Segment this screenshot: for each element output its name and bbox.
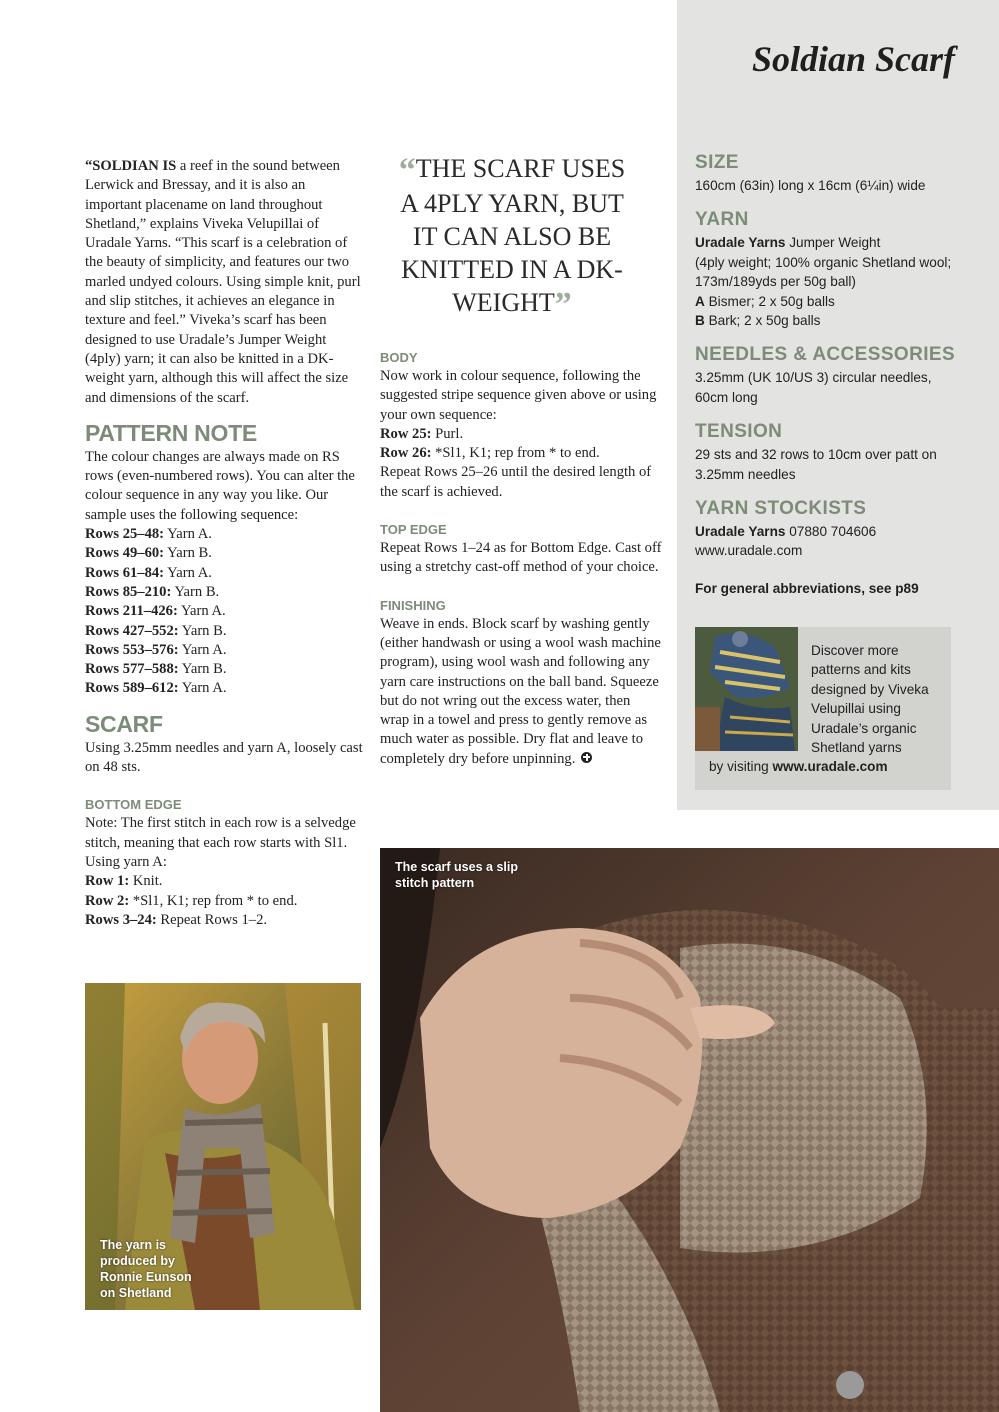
tension-text: 29 sts and 32 rows to 10cm over patt on 3.25mm needles	[695, 447, 937, 482]
pattern-note-heading: PATTERN NOTE	[85, 419, 257, 446]
stockist-name: Uradale Yarns	[695, 524, 786, 540]
sequence-row: Rows 553–576: Yarn A.	[85, 641, 227, 658]
sequence-row: Rows 211–426: Yarn A.	[85, 603, 226, 620]
sequence-list	[85, 525, 363, 699]
finishing-text: Weave in ends. Block scarf by washing gently (either handwash or using a wool wash machine program), using wool wash and following any yarn care instructions on the ball band. Squeeze but do not wring out the excess water, then wrap in a towel and press to gently remove as much water as possible. Dry flat and leave to completely dry before unpinning.	[380, 615, 661, 767]
sequence-row: Rows 577–588: Yarn B.	[85, 661, 227, 678]
promo-box	[695, 627, 951, 790]
body-text: Now work in colour sequence, following the suggested stripe sequence given above or using your own sequence:	[380, 368, 657, 423]
body-after-text: Repeat Rows 25–26 until the desired length of the scarf is achieved.	[380, 464, 652, 500]
intro-lead: “SOLDIAN IS	[85, 158, 177, 174]
needles-text: 3.25mm (UK 10/US 3) circular needles, 60cm long	[695, 370, 932, 405]
column-middle	[380, 350, 662, 769]
top-edge-text: Repeat Rows 1–24 as for Bottom Edge. Cast off using a stretchy cast-off method of your choice.	[380, 540, 662, 576]
finishing-heading: FINISHING	[380, 597, 446, 613]
photo-scarf-closeup	[380, 848, 999, 1412]
fairisle-pattern-image	[695, 627, 798, 751]
body-heading: BODY	[380, 350, 418, 365]
stockists-heading: YARN STOCKISTS	[695, 498, 867, 520]
instruction-row: Rows 3–24: Repeat Rows 1–2.	[85, 911, 268, 928]
promo-website-link[interactable]: www.uradale.com	[772, 759, 888, 774]
pattern-info-sidebar	[695, 152, 957, 598]
abbreviations-note: For general abbreviations, see p89	[695, 580, 919, 596]
bottom-edge-heading: BOTTOM EDGE	[85, 797, 182, 813]
sequence-row: Rows 49–60: Yarn B.	[85, 545, 212, 562]
yarn-info: Uradale Yarns Jumper Weight	[695, 235, 881, 251]
tension-heading: TENSION	[695, 421, 783, 443]
scarf-heading: SCARF	[85, 710, 163, 737]
instruction-row: Row 26: *Sl1, K1; rep from * to end.	[380, 445, 600, 462]
caption-small-photo: The yarn is produced by Ronnie Eunson on Shetland	[100, 1238, 192, 1300]
sequence-row: Rows 85–210: Yarn B.	[85, 583, 220, 600]
scarf-text: Using 3.25mm needles and yarn A, loosely cast on 48 sts.	[85, 739, 363, 776]
end-mark-icon	[581, 752, 592, 763]
yarn-details: (4ply weight; 100% organic Shetland wool; 173m/189yds per 50g ball)	[695, 254, 952, 290]
sequence-row: Rows 25–48: Yarn A.	[85, 526, 212, 543]
yarn-b: B Bark; 2 x 50g balls	[695, 313, 821, 329]
sequence-row: Rows 427–552: Yarn B.	[85, 622, 227, 639]
sequence-row: Rows 61–84: Yarn A.	[85, 564, 212, 581]
stockist-website-link[interactable]: www.uradale.com	[695, 543, 803, 559]
yarn-a: A Bismer; 2 x 50g balls	[695, 293, 835, 309]
column-left	[85, 157, 363, 930]
sequence-row: Rows 589–612: Yarn A.	[85, 680, 227, 697]
promo-link-line: by visiting www.uradale.com	[709, 759, 888, 774]
instruction-row: Row 2: *Sl1, K1; rep from * to end.	[85, 892, 298, 909]
instruction-row: Row 25: Purl.	[380, 425, 464, 442]
intro-text: a reef in the sound between Lerwick and Bressay, and it is also an important placename on land throughout Shetland,” explains Viveka Velupillai of Uradale Yarns. “This scarf is a celebration of the beauty of simplicity, and features our two marled undyed colours. Using simple knit, purl and slip stitches, it achieves an elegance in texture and feel.” Viveka’s scarf has been designed to use Uradale’s Jumper Weight (4ply) yarn; it can also be knitted in a DK-weight yarn, although this will affect the size and dimensions of the scarf.	[85, 158, 361, 406]
caption-big-photo: The scarf uses a slip stitch pattern	[395, 860, 518, 890]
promo-text: Discover more patterns and kits designed by Viveka Velupillai using Uradale’s organic Shetland yarns	[811, 643, 929, 756]
size-heading: SIZE	[695, 152, 739, 173]
close-quote-icon: ”	[554, 286, 572, 323]
yarn-heading: YARN	[695, 209, 749, 231]
bottom-edge-note: Note: The first stitch in each row is a selvedge stitch, meaning that each row starts with Sl1.	[85, 815, 356, 851]
stockist-line: Uradale Yarns 07880 704606	[695, 524, 877, 540]
pull-quote	[390, 152, 634, 321]
hand-holding-scarf-image	[380, 848, 999, 1412]
pattern-note-text: The colour changes are always made on RS rows (even-numbered rows). You can alter the colour sequence in any way you like. Our sample uses the following sequence:	[85, 448, 355, 523]
yarn-brand: Uradale Yarns	[695, 235, 786, 251]
pull-quote-text: THE SCARF USES A 4PLY YARN, BUT IT CAN ALSO BE KNITTED IN A DK-WEIGHT	[400, 154, 626, 317]
needles-heading: NEEDLES & ACCESSORIES	[695, 344, 956, 366]
intro-paragraph	[85, 157, 363, 408]
bottom-edge-using: Using yarn A:	[85, 853, 167, 870]
instruction-row: Row 1: Knit.	[85, 873, 163, 890]
page-title: Soldian Scarf	[751, 39, 955, 79]
finishing-paragraph	[380, 615, 662, 769]
open-quote-icon: “	[398, 152, 416, 189]
top-edge-heading: TOP EDGE	[380, 522, 447, 538]
promo-image-knitwear	[695, 627, 798, 751]
size-text: 160cm (63in) long x 16cm (6¼in) wide	[695, 178, 926, 193]
